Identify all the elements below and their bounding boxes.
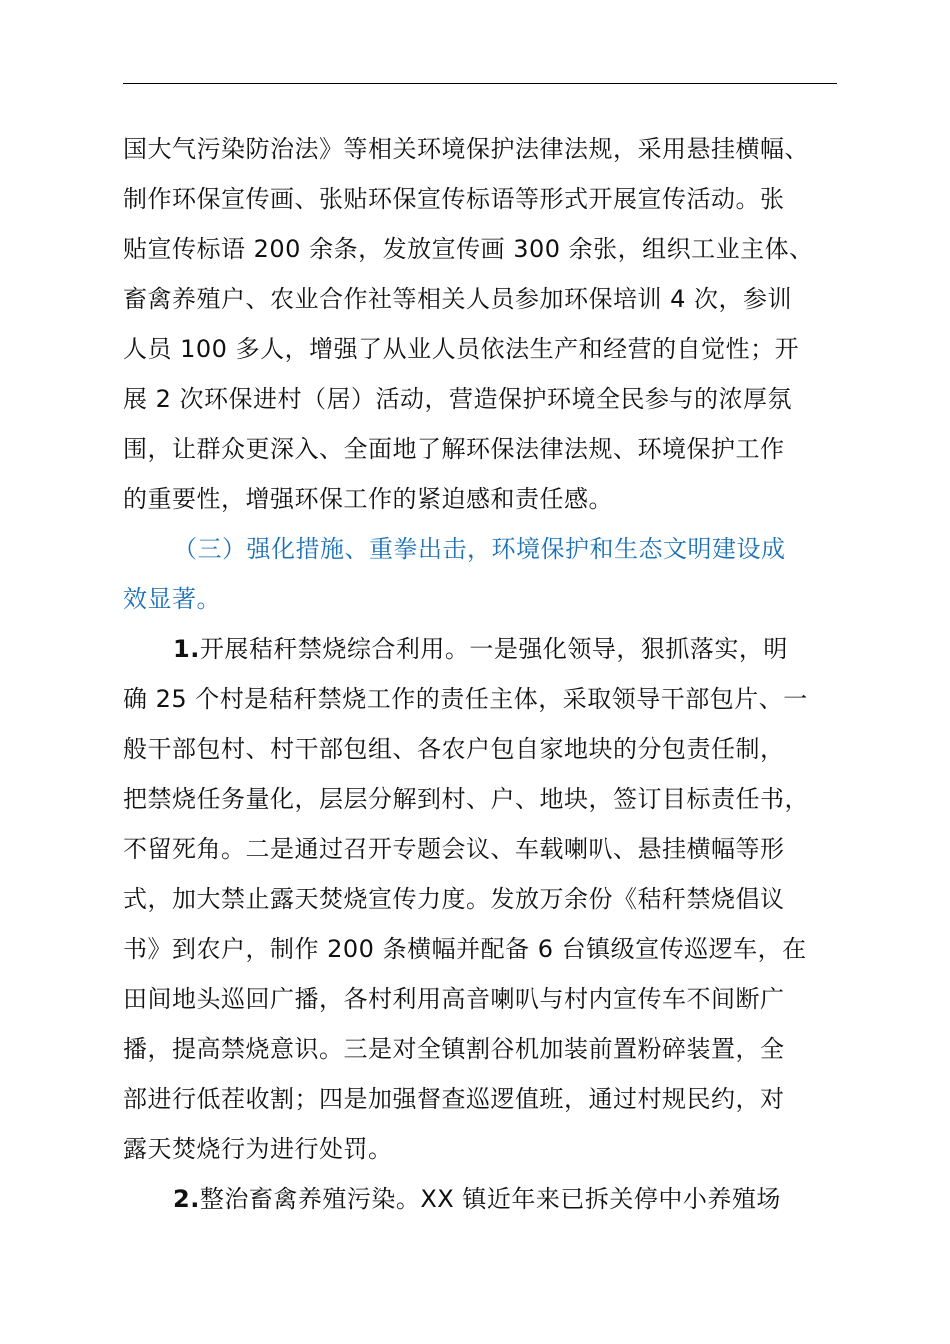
paragraph-line: 把禁烧任务量化，层层分解到村、户、地块，签订目标责任书， bbox=[123, 785, 809, 813]
paragraph-line: 国大气污染防治法》等相关环境保护法律法规，采用悬挂横幅、 bbox=[123, 135, 809, 163]
paragraph-line: 般干部包村、村干部包组、各农户包自家地块的分包责任制， bbox=[123, 735, 785, 763]
item-1-title-text: 开展秸秆禁烧综合利用。一是强化领导，狠抓落实，明 bbox=[199, 635, 788, 663]
item-1-number: 1. bbox=[173, 635, 200, 663]
paragraph-line: 播，提高禁烧意识。三是对全镇割谷机加装前置粉碎装置，全 bbox=[123, 1035, 785, 1063]
paragraph-line: 书》到农户，制作 200 条横幅并配备 6 台镇级宣传巡逻车，在 bbox=[123, 935, 807, 963]
paragraph-line: 的重要性，增强环保工作的紧迫感和责任感。 bbox=[123, 485, 613, 513]
paragraph-line: 围，让群众更深入、全面地了解环保法律法规、环境保护工作 bbox=[123, 435, 785, 463]
item-2-title-text: 整治畜禽养殖污染。XX 镇近年来已拆关停中小养殖场 bbox=[199, 1185, 781, 1213]
paragraph-line: 式，加大禁止露天焚烧宣传力度。发放万余份《秸秆禁烧倡议 bbox=[123, 885, 785, 913]
item-2-first-line bbox=[173, 1174, 781, 1224]
paragraph-line: 露天焚烧行为进行处罚。 bbox=[123, 1135, 393, 1163]
section-heading-line: （三）强化措施、重拳出击，环境保护和生态文明建设成 bbox=[173, 535, 786, 563]
paragraph-line: 畜禽养殖户、农业合作社等相关人员参加环保培训 4 次，参训 bbox=[123, 285, 793, 313]
paragraph-line: 制作环保宣传画、张贴环保宣传标语等形式开展宣传活动。张 bbox=[123, 185, 785, 213]
paragraph-line: 贴宣传标语 200 余条，发放宣传画 300 余张，组织工业主体、 bbox=[123, 235, 814, 263]
item-2-number: 2. bbox=[173, 1185, 200, 1213]
paragraph-line: 部进行低茬收割；四是加强督查巡逻值班，通过村规民约，对 bbox=[123, 1085, 785, 1113]
section-heading-line: 效显著。 bbox=[123, 585, 221, 613]
header-rule bbox=[123, 83, 837, 84]
paragraph-line: 确 25 个村是秸秆禁烧工作的责任主体，采取领导干部包片、一 bbox=[123, 685, 808, 713]
paragraph-line: 田间地头巡回广播，各村利用高音喇叭与村内宣传车不间断广 bbox=[123, 985, 785, 1013]
paragraph-line: 不留死角。二是通过召开专题会议、车载喇叭、悬挂横幅等形 bbox=[123, 835, 785, 863]
item-1-first-line bbox=[173, 624, 788, 674]
paragraph-line: 人员 100 多人，增强了从业人员依法生产和经营的自觉性；开 bbox=[123, 335, 800, 363]
paragraph-line: 展 2 次环保进村（居）活动，营造保护环境全民参与的浓厚氛 bbox=[123, 385, 793, 413]
